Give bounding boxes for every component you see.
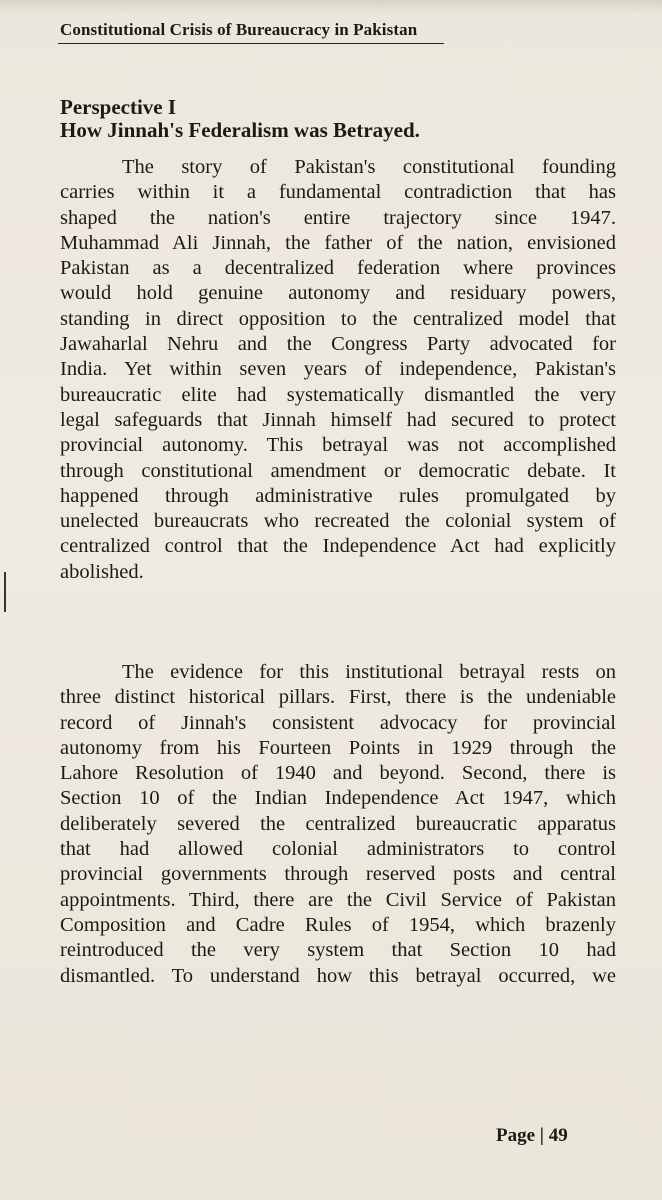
paragraph-line: autonomy from his Fourteen Points in 1929 through the [60, 736, 616, 759]
page-number: Page | 49 [496, 1125, 568, 1146]
paragraph-line: carries within it a fundamental contradiction that has [60, 181, 616, 204]
paragraph-line: dismantled. To understand how this betrayal occurred, we [60, 964, 616, 987]
paragraph-line: India. Yet within seven years of independence, Pakistan's [60, 358, 616, 381]
paragraph-line: The story of Pakistan's constitutional founding [122, 156, 616, 178]
paragraph-line: unelected bureaucrats who recreated the colonial system of [60, 510, 616, 533]
paragraph-line: legal safeguards that Jinnah himself had secured to protect [60, 408, 616, 431]
margin-mark [4, 572, 6, 612]
paragraph-line: The evidence for this institutional betrayal rests on [122, 661, 616, 683]
paragraph-line: Muhammad Ali Jinnah, the father of the nation, envisioned [60, 231, 616, 254]
paragraph-line: Jawaharlal Nehru and the Congress Party advocated for [60, 333, 616, 356]
paragraph-line: Pakistan as a decentralized federation where provinces [60, 257, 616, 280]
section-title: How Jinnah's Federalism was Betrayed. [60, 118, 420, 142]
paragraph-line: provincial autonomy. This betrayal was not accomplished [60, 434, 616, 457]
paragraph-1 [60, 155, 616, 585]
paragraph-2 [60, 660, 616, 989]
header-rule [58, 43, 444, 44]
paragraph-line: appointments. Third, there are the Civil Service of Pakistan [60, 888, 616, 911]
paragraph-line: Section 10 of the Indian Independence Act 1947, which [60, 787, 616, 810]
paragraph-line: abolished. [60, 560, 144, 583]
running-header: Constitutional Crisis of Bureaucracy in Pakistan [60, 20, 418, 39]
paragraph-line: provincial governments through reserved posts and central [60, 863, 616, 886]
paragraph-line: three distinct historical pillars. First, there is the undeniable [60, 686, 616, 709]
paragraph-line: deliberately severed the centralized bureaucratic apparatus [60, 812, 616, 835]
perspective-heading: Perspective I [60, 95, 177, 119]
paragraph-line: record of Jinnah's consistent advocacy for provincial [60, 711, 616, 734]
paragraph-line: happened through administrative rules promulgated by [60, 484, 616, 507]
paragraph-line: centralized control that the Independence Act had explicitly [60, 535, 616, 558]
paragraph-line: Composition and Cadre Rules of 1954, which brazenly [60, 913, 616, 936]
paragraph-line: shaped the nation's entire trajectory since 1947. [60, 206, 616, 229]
paragraph-line: standing in direct opposition to the centralized model that [60, 307, 616, 330]
paragraph-line: that had allowed colonial administrators to control [60, 838, 616, 861]
paragraph-line: reintroduced the very system that Section 10 had [60, 939, 616, 962]
paragraph-line: would hold genuine autonomy and residuary powers, [60, 282, 616, 305]
paragraph-line: through constitutional amendment or democratic debate. It [60, 459, 616, 482]
page-top-shadow [0, 0, 662, 14]
paragraph-line: bureaucratic elite had systematically dismantled the very [60, 383, 616, 406]
paragraph-line: Lahore Resolution of 1940 and beyond. Second, there is [60, 762, 616, 785]
